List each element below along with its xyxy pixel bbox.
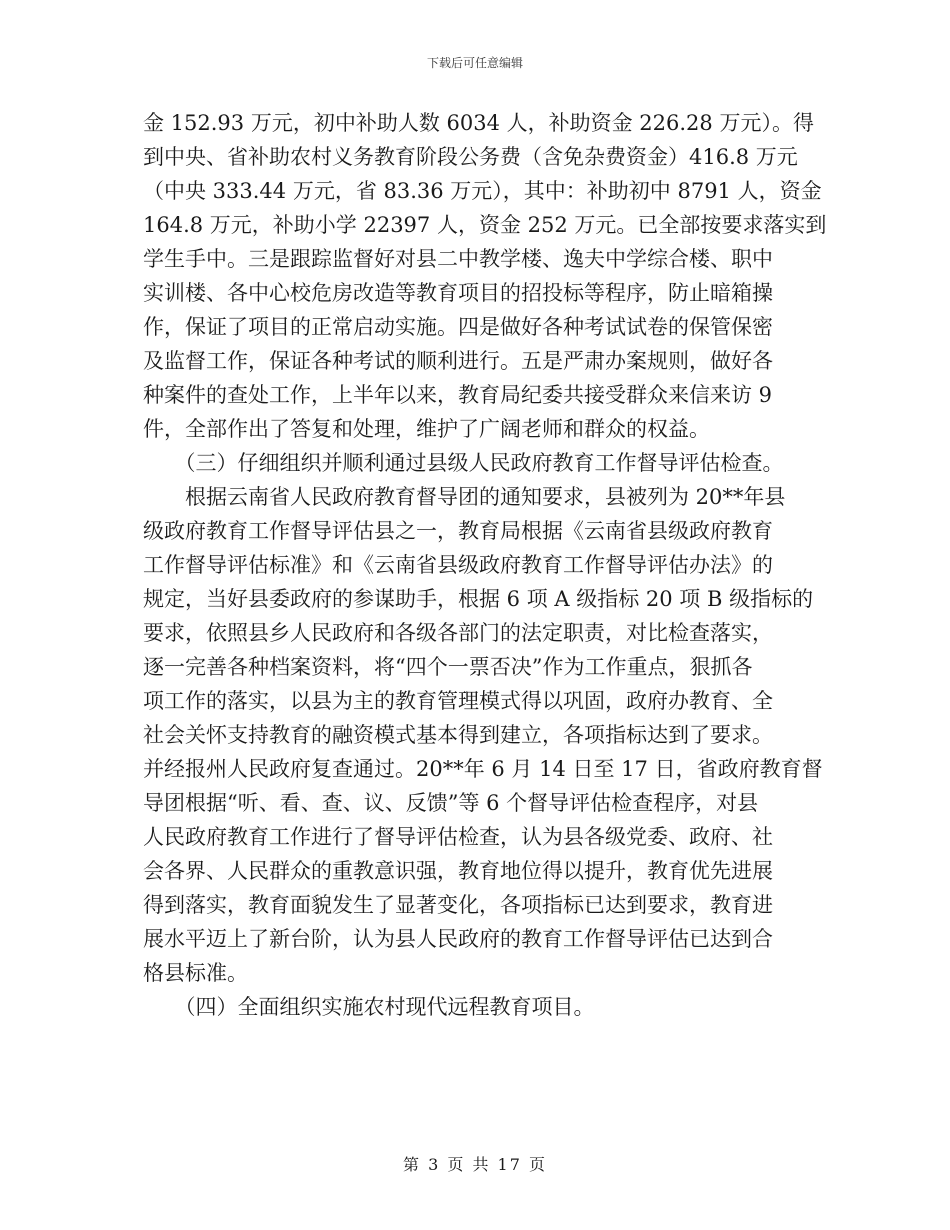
text-line: 作，保证了项目的正常启动实施。四是做好各种考试试卷的保管保密 [143,315,773,339]
text-line: 展水平迈上了新台阶，认为县人民政府的教育工作督导评估已达到合 [143,927,773,951]
text-line: 社会关怀支持教育的融资模式基本得到建立，各项指标达到了要求。 [143,723,773,747]
text-line: 种案件的查处工作，上半年以来，教育局纪委共接受群众来信来访 9 [143,383,773,407]
text-line: 件，全部作出了答复和处理，维护了广阔老师和群众的权益。 [143,417,710,441]
text-line: 要求，依照县乡人民政府和各级各部门的法定职责，对比检查落实， [143,621,773,645]
text-line: 导团根据“听、看、查、议、反馈”等 6 个督导评估检查程序，对县 [143,791,759,815]
text-line: 到中央、省补助农村义务教育阶段公务费（含免杂费资金）416.8 万元 [143,145,798,169]
page-header: 下载后可任意编辑 [426,56,523,70]
text-line: 规定，当好县委政府的参谋助手，根据 6 项 A 级指标 20 项 B 级指标的 [143,587,814,611]
text-line: 人民政府教育工作进行了督导评估检查，认为县各级党委、政府、社 [143,825,773,849]
text-line: （中央 333.44 万元，省 83.36 万元），其中：补助初中 8791 人，资金 [143,179,822,203]
text-line: 根据云南省人民政府教育督导团的通知要求，县被列为 20**年县 [143,485,786,509]
text-line: 得到落实，教育面貌发生了显著变化，各项指标已达到要求，教育进 [143,893,773,917]
text-line: 会各界、人民群众的重教意识强，教育地位得以提升，教育优先进展 [143,859,773,883]
section-heading: （四）全面组织实施农村现代远程教育项目。 [143,995,595,1019]
document-body [143,106,827,1024]
text-line: 学生手中。三是跟踪监督好对县二中教学楼、逸夫中学综合楼、职中 [143,247,773,271]
text-line: 金 152.93 万元，初中补助人数 6034 人，补助资金 226.28 万元）。得 [143,111,814,135]
text-line: 逐一完善各种档案资料，将“四个一票否决”作为工作重点，狠抓各 [143,655,753,679]
section-heading: （三）仔细组织并顺利通过县级人民政府教育工作督导评估检查。 [143,451,784,475]
text-line: 项工作的落实，以县为主的教育管理模式得以巩固，政府办教育、全 [143,689,773,713]
text-line: 实训楼、各中心校危房改造等教育项目的招投标等程序，防止暗箱操 [143,281,773,305]
text-line: 及监督工作，保证各种考试的顺利进行。五是严肃办案规则，做好各 [143,349,773,373]
text-line: 工作督导评估标准》和《云南省县级政府教育工作督导评估办法》的 [143,553,773,577]
page-number-footer: 第 3 页 共 17 页 [403,1155,547,1174]
text-line: 164.8 万元，补助小学 22397 人，资金 252 万元。已全部按要求落实到 [143,213,827,237]
text-line: 级政府教育工作督导评估县之一，教育局根据《云南省县级政府教育 [143,519,773,543]
text-line: 并经报州人民政府复查通过。20**年 6 月 14 日至 17 日，省政府教育督 [143,757,823,781]
text-line: 格县标准。 [143,961,248,985]
